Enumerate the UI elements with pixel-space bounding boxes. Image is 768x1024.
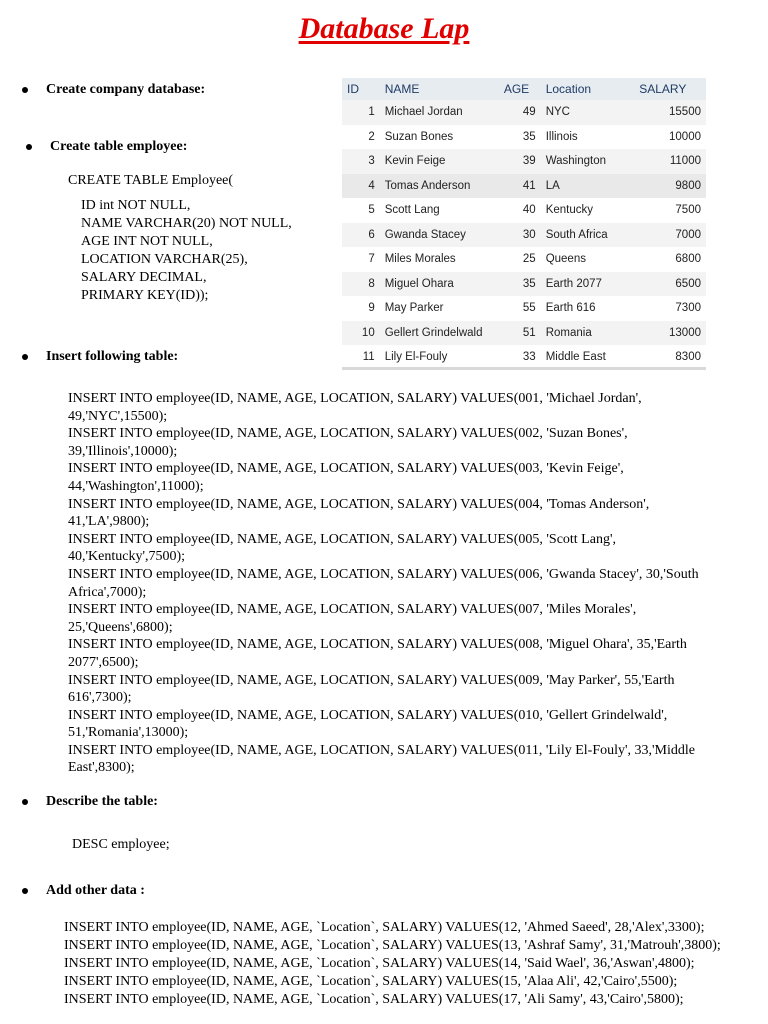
sql-line: INSERT INTO employee(ID, NAME, AGE, LOCATION, SALARY) VALUES(006, 'Gwanda Stacey', 30,'South <box>68 566 699 582</box>
sql-line: Africa',7000); <box>68 584 147 600</box>
table-row <box>342 321 706 346</box>
cell-name: Gwanda Stacey <box>380 223 499 248</box>
cell-location: NYC <box>541 100 635 125</box>
sql-line: 41,'LA',9800); <box>68 514 150 530</box>
cell-name: Scott Lang <box>380 198 499 223</box>
section-describe-label: Describe the table: <box>46 794 158 809</box>
table-row <box>342 100 706 125</box>
cell-salary: 6500 <box>634 272 706 297</box>
cell-id: 9 <box>342 296 380 321</box>
section-insert-label: Insert following table: <box>46 349 179 364</box>
bullet-icon <box>26 144 32 150</box>
sql-line: 616',7300); <box>68 690 132 706</box>
cell-salary: 8300 <box>634 345 706 370</box>
sql-line: 51,'Romania',13000); <box>68 725 189 741</box>
cell-age: 35 <box>499 125 541 150</box>
cell-name: Lily El-Fouly <box>380 345 499 370</box>
cell-location: Earth 616 <box>541 296 635 321</box>
sql-line: CREATE TABLE Employee( <box>68 173 234 188</box>
sql-line: INSERT INTO employee(ID, NAME, AGE, LOCATION, SALARY) VALUES(003, 'Kevin Feige', <box>68 461 624 477</box>
cell-salary: 11000 <box>634 149 706 174</box>
table-bottom-border <box>342 367 706 370</box>
cell-age: 30 <box>499 223 541 248</box>
table-row <box>342 345 706 370</box>
table-row <box>342 296 706 321</box>
cell-name: Tomas Anderson <box>380 174 499 199</box>
cell-id: 7 <box>342 247 380 272</box>
desc-sql: DESC employee; <box>72 837 170 852</box>
cell-age: 41 <box>499 174 541 199</box>
cell-age: 55 <box>499 296 541 321</box>
table-header-row <box>342 78 706 100</box>
sql-line: INSERT INTO employee(ID, NAME, AGE, LOCATION, SALARY) VALUES(007, 'Miles Morales', <box>68 602 637 618</box>
bullet-icon <box>22 799 28 805</box>
page-title: Database Lap <box>298 12 470 45</box>
sql-line: INSERT INTO employee(ID, NAME, AGE, LOCATION, SALARY) VALUES(009, 'May Parker', 55,'Earth <box>68 672 675 688</box>
sql-line: 40,'Kentucky',7500); <box>68 549 186 565</box>
sql-line: SALARY DECIMAL, <box>81 270 207 285</box>
sql-line: PRIMARY KEY(ID)); <box>81 288 209 303</box>
cell-id: 3 <box>342 149 380 174</box>
cell-age: 35 <box>499 272 541 297</box>
sql-line: INSERT INTO employee(ID, NAME, AGE, LOCATION, SALARY) VALUES(008, 'Miguel Ohara', 35,'Earth <box>68 637 687 653</box>
cell-location: LA <box>541 174 635 199</box>
cell-name: Gellert Grindelwald <box>380 321 499 346</box>
table-row <box>342 272 706 297</box>
section-add-other <box>22 883 145 899</box>
section-create-table <box>26 139 187 155</box>
table-row <box>342 247 706 272</box>
section-create-db-label: Create company database: <box>46 82 206 97</box>
cell-salary: 10000 <box>634 125 706 150</box>
cell-location: Earth 2077 <box>541 272 635 297</box>
column-header-location: Location <box>541 78 635 100</box>
cell-id: 11 <box>342 345 380 370</box>
section-create-db <box>22 82 205 98</box>
cell-salary: 9800 <box>634 174 706 199</box>
cell-name: Michael Jordan <box>380 100 499 125</box>
table-row <box>342 149 706 174</box>
sql-line: 44,'Washington',11000); <box>68 478 204 494</box>
cell-name: Kevin Feige <box>380 149 499 174</box>
sql-line: INSERT INTO employee(ID, NAME, AGE, LOCATION, SALARY) VALUES(011, 'Lily El-Fouly', 33,'Middle <box>68 742 695 758</box>
sql-line: INSERT INTO employee(ID, NAME, AGE, `Location`, SALARY) VALUES(15, 'Alaa Ali', 42,'Cairo',5500); <box>64 974 678 989</box>
cell-salary: 7500 <box>634 198 706 223</box>
sql-line: 39,'Illinois',10000); <box>68 443 178 459</box>
cell-id: 1 <box>342 100 380 125</box>
cell-name: May Parker <box>380 296 499 321</box>
cell-id: 8 <box>342 272 380 297</box>
cell-salary: 7000 <box>634 223 706 248</box>
cell-location: South Africa <box>541 223 635 248</box>
cell-name: Miles Morales <box>380 247 499 272</box>
cell-location: Kentucky <box>541 198 635 223</box>
cell-id: 2 <box>342 125 380 150</box>
bullet-icon <box>22 354 28 360</box>
sql-line: 49,'NYC',15500); <box>68 408 168 424</box>
section-create-table-label: Create table employee: <box>50 139 188 154</box>
sql-line: INSERT INTO employee(ID, NAME, AGE, `Location`, SALARY) VALUES(13, 'Ashraf Samy', 31,'Matrouh',3800); <box>64 938 721 953</box>
sql-line: AGE INT NOT NULL, <box>81 234 213 249</box>
cell-location: Washington <box>541 149 635 174</box>
table-row <box>342 125 706 150</box>
table-row <box>342 198 706 223</box>
column-header-age: AGE <box>499 78 541 100</box>
cell-id: 5 <box>342 198 380 223</box>
employee-table <box>342 78 706 370</box>
cell-age: 51 <box>499 321 541 346</box>
cell-id: 6 <box>342 223 380 248</box>
cell-age: 40 <box>499 198 541 223</box>
sql-line: INSERT INTO employee(ID, NAME, AGE, LOCATION, SALARY) VALUES(010, 'Gellert Grindelwald', <box>68 707 668 723</box>
section-add-other-label: Add other data : <box>46 883 145 898</box>
bullet-icon <box>22 888 28 894</box>
cell-age: 33 <box>499 345 541 370</box>
cell-name: Miguel Ohara <box>380 272 499 297</box>
column-header-salary: SALARY <box>634 78 706 100</box>
sql-line: INSERT INTO employee(ID, NAME, AGE, LOCATION, SALARY) VALUES(001, 'Michael Jordan', <box>68 391 642 406</box>
table-row <box>342 223 706 248</box>
cell-location: Romania <box>541 321 635 346</box>
sql-line: INSERT INTO employee(ID, NAME, AGE, LOCATION, SALARY) VALUES(004, 'Tomas Anderson', <box>68 496 650 512</box>
sql-line: NAME VARCHAR(20) NOT NULL, <box>81 216 292 231</box>
cell-salary: 15500 <box>634 100 706 125</box>
cell-age: 39 <box>499 149 541 174</box>
cell-age: 25 <box>499 247 541 272</box>
column-header-name: NAME <box>380 78 499 100</box>
insert-sql-block <box>68 390 708 777</box>
section-insert <box>22 349 178 365</box>
cell-id: 4 <box>342 174 380 199</box>
column-header-id: ID <box>342 78 380 100</box>
section-describe <box>22 794 158 810</box>
cell-location: Illinois <box>541 125 635 150</box>
cell-salary: 13000 <box>634 321 706 346</box>
sql-line: INSERT INTO employee(ID, NAME, AGE, LOCATION, SALARY) VALUES(002, 'Suzan Bones', <box>68 426 628 442</box>
cell-age: 49 <box>499 100 541 125</box>
cell-id: 10 <box>342 321 380 346</box>
sql-line: LOCATION VARCHAR(25), <box>81 252 248 267</box>
cell-salary: 7300 <box>634 296 706 321</box>
bullet-icon <box>22 87 28 93</box>
table-row <box>342 174 706 199</box>
sql-line: INSERT INTO employee(ID, NAME, AGE, `Location`, SALARY) VALUES(17, 'Ali Samy', 43,'Cairo',5800); <box>64 992 684 1007</box>
cell-location: Middle East <box>541 345 635 370</box>
sql-line: 2077',6500); <box>68 654 139 670</box>
sql-line: INSERT INTO employee(ID, NAME, AGE, `Location`, SALARY) VALUES(12, 'Ahmed Saeed', 28,'Alex',3300); <box>64 920 705 935</box>
sql-line: INSERT INTO employee(ID, NAME, AGE, LOCATION, SALARY) VALUES(005, 'Scott Lang', <box>68 531 616 547</box>
cell-name: Suzan Bones <box>380 125 499 150</box>
sql-line: INSERT INTO employee(ID, NAME, AGE, `Location`, SALARY) VALUES(14, 'Said Wael', 36,'Aswan',4800); <box>64 956 695 971</box>
cell-salary: 6800 <box>634 247 706 272</box>
sql-line: East',8300); <box>68 760 135 776</box>
sql-line: ID int NOT NULL, <box>81 198 191 213</box>
sql-line: 25,'Queens',6800); <box>68 619 173 635</box>
cell-location: Queens <box>541 247 635 272</box>
